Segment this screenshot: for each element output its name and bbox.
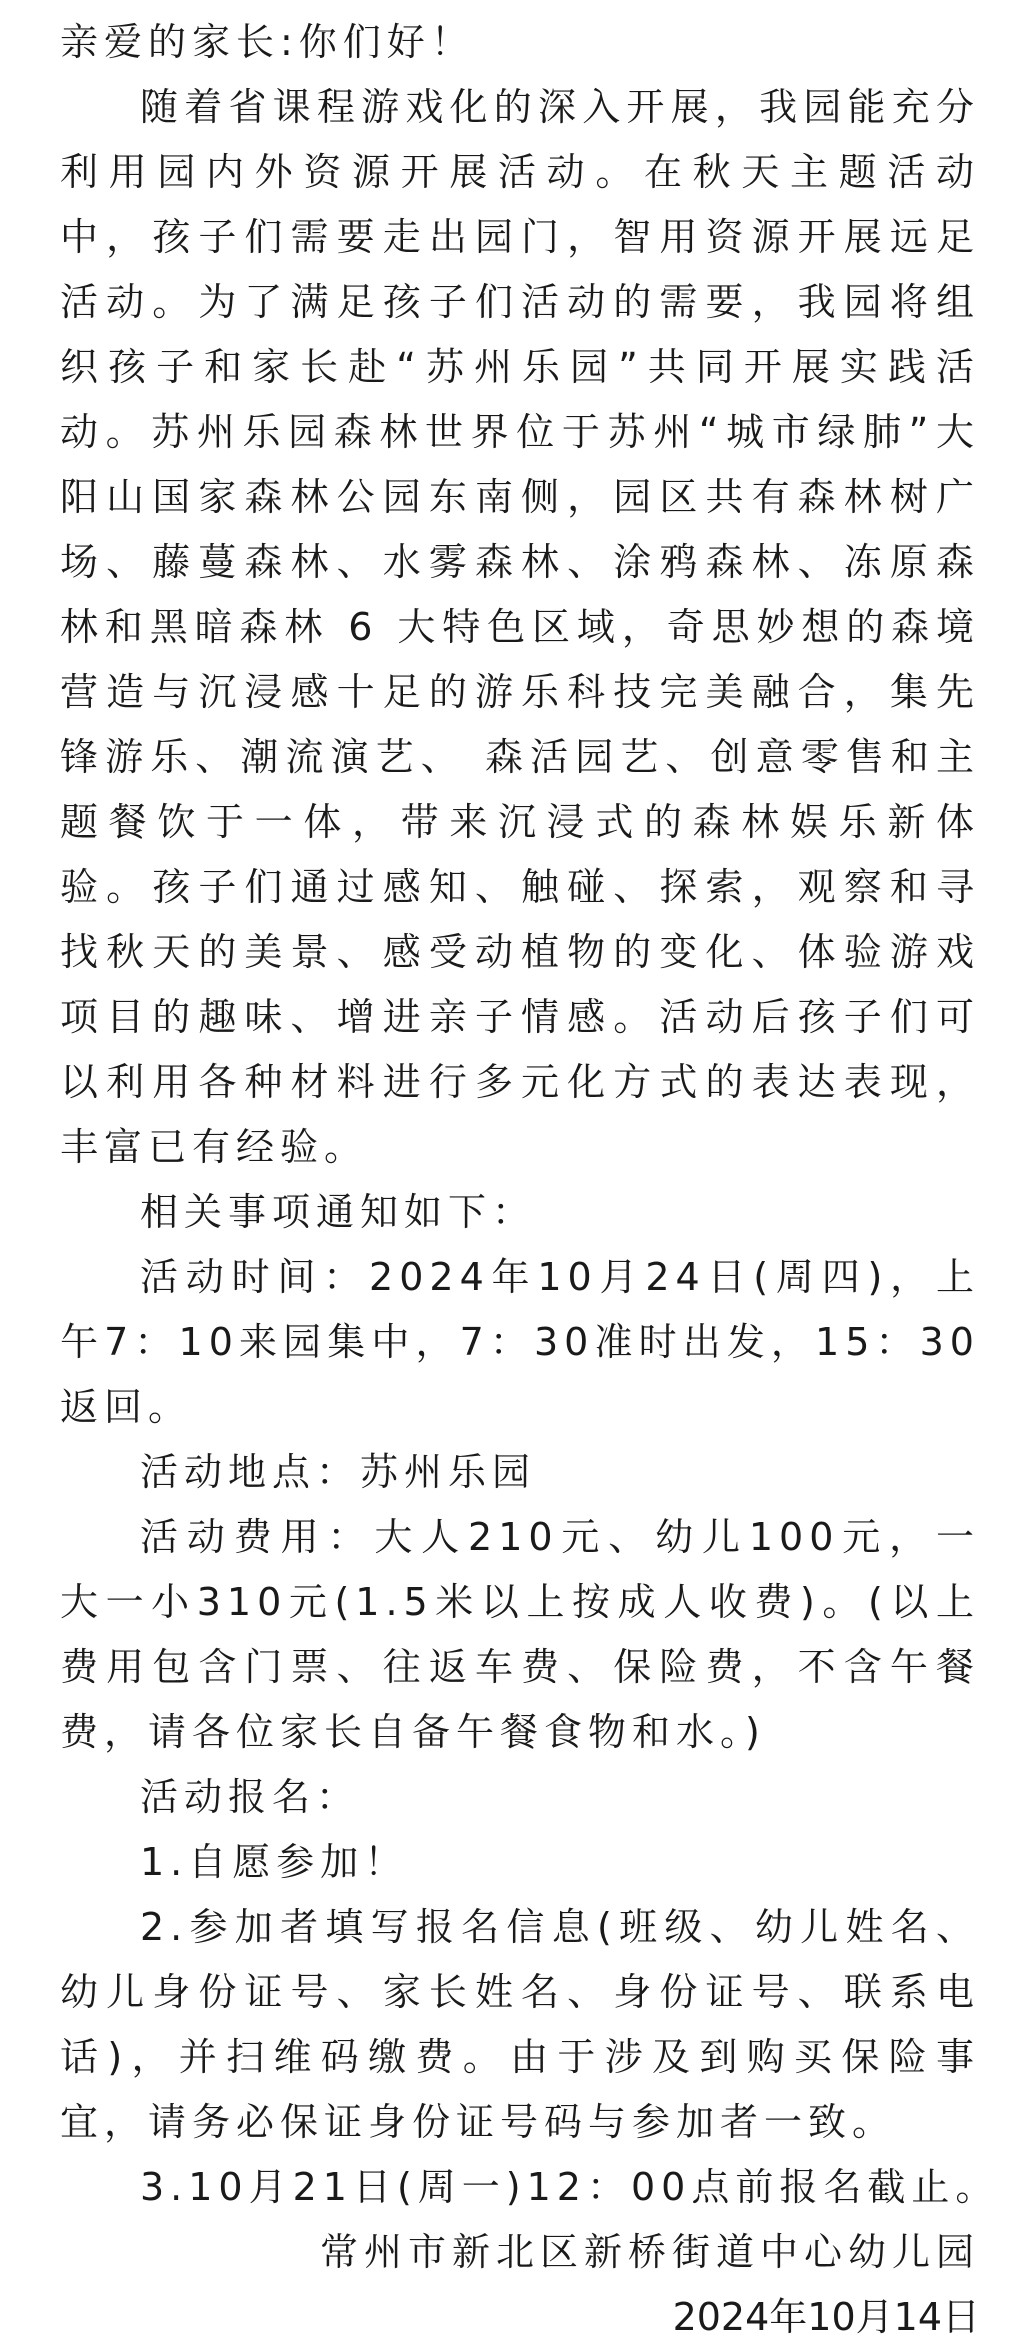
- signup-item-2: 2.参加者填写报名信息(班级、幼儿姓名、幼儿身份证号、家长姓名、身份证号、联系电话)，并扫维码缴费。由于涉及到购买保险事宜，请务必保证身份证号码与参加者一致。: [60, 1905, 980, 2144]
- notice-heading: 相关事项通知如下：: [140, 1190, 537, 1234]
- notice-document: [60, 10, 1000, 2350]
- greeting: 亲爱的家长:你们好！: [60, 20, 475, 64]
- activity-time: 活动时间：2024年10月24日(周四)，上午7：10来园集中，7：30准时出发，15：30返回。: [60, 1255, 980, 1429]
- activity-fee: 活动费用：大人210元、幼儿100元，一大一小310元(1.5米以上按成人收费)。(以上费用包含门票、往返车费、保险费，不含午餐费，请各位家长自备午餐食物和水。): [60, 1515, 980, 1754]
- intro-paragraph: 随着省课程游戏化的深入开展，我园能充分利用园内外资源开展活动。在秋天主题活动中，孩子们需要走出园门，智用资源开展远足活动。为了满足孩子们活动的需要，我园将组织孩子和家长赴“苏州乐园”共同开展实践活动。苏州乐园森林世界位于苏州“城市绿肺”大阳山国家森林公园东南侧，园区共有森林树广场、藤蔓森林、水雾森林、涂鸦森林、冻原森林和黑暗森林 6 大特色区域，奇思妙想的森境营造与沉浸感十足的游乐科技完美融合，集先锋游乐、潮流演艺、 森活园艺、创意零售和主题餐饮于一体，带来沉浸式的森林娱乐新体验。孩子们通过感知、触碰、探索，观察和寻找秋天的美景、感受动植物的变化、体验游戏项目的趣味、增进亲子情感。活动后孩子们可以利用各种材料进行多元化方式的表达表现，丰富已有经验。: [60, 85, 980, 1169]
- signup-heading: 活动报名：: [140, 1775, 361, 1819]
- signup-item-3: 3.10月21日(周一)12：00点前报名截止。: [140, 2165, 1000, 2209]
- signature: 常州市新北区新桥街道中心幼儿园: [319, 2230, 980, 2274]
- activity-location: 活动地点：苏州乐园: [140, 1450, 537, 1494]
- date: 2024年10月14日: [672, 2295, 980, 2339]
- signup-item-1: 1.自愿参加！: [140, 1840, 409, 1884]
